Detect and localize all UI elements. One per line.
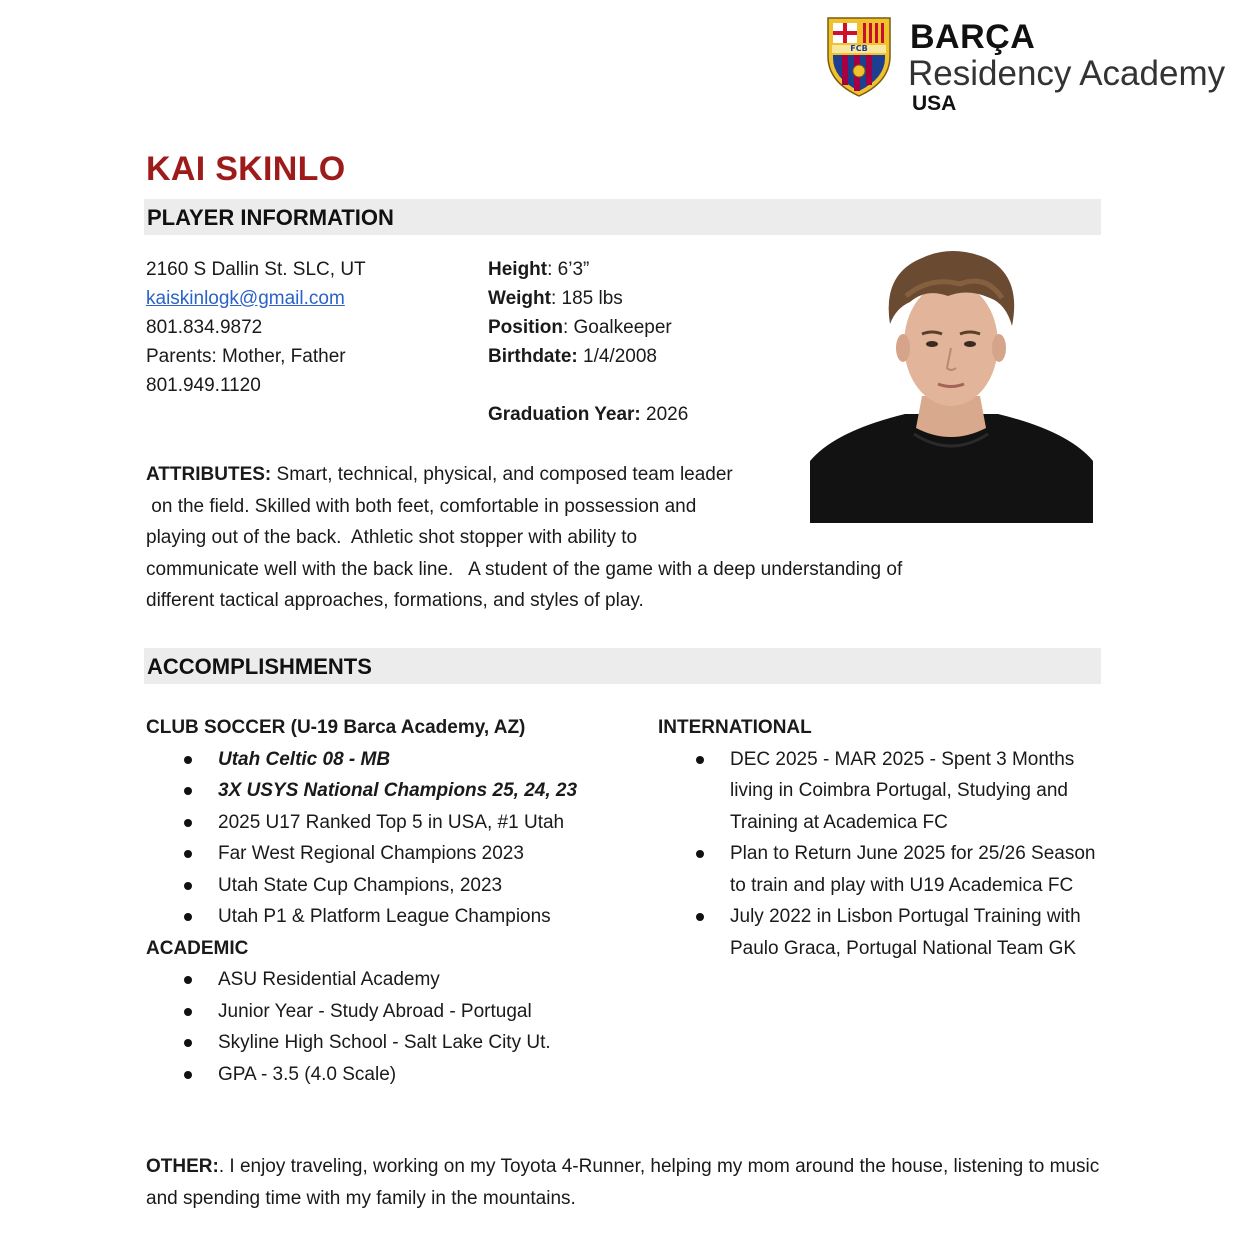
list-item: Utah State Cup Champions, 2023 [146,870,646,902]
accomplishments-right-column [658,712,1108,964]
academy-logo [822,16,1226,116]
list-item: Skyline High School - Salt Lake City Ut. [146,1027,646,1059]
accomplishments-left-column [146,712,646,1090]
fc-barcelona-crest-icon [822,16,896,98]
weight-row [488,284,688,313]
club-soccer-heading: CLUB SOCCER (U-19 Barca Academy, AZ) [146,717,526,738]
club-soccer-list [146,744,646,933]
attributes-paragraph [146,459,996,617]
section-title-accomplishments: ACCOMPLISHMENTS [147,654,372,679]
international-list [658,744,1108,965]
attributes-label: ATTRIBUTES: [146,464,272,485]
graduation-value: 2026 [640,404,689,425]
position-value: : Goalkeeper [562,317,672,338]
brand-subtitle: Residency Academy [908,54,1226,93]
birthdate-row [488,342,688,371]
section-band-player-info [144,199,1101,235]
position-row [488,313,688,342]
list-item: ASU Residential Academy [146,964,646,996]
list-item: 3X USYS National Champions 25, 24, 23 [146,775,646,807]
list-item: Junior Year - Study Abroad - Portugal [146,996,646,1028]
list-item: 2025 U17 Ranked Top 5 in USA, #1 Utah [146,807,646,839]
list-item: Plan to Return June 2025 for 25/26 Season to train and play with U19 Academica FC [658,838,1102,901]
list-item: Utah Celtic 08 - MB [146,744,646,776]
academic-list [146,964,646,1090]
attributes-line4: communicate well with the back line. A student of the game with a deep understanding of [146,558,903,580]
graduation-row [488,400,688,429]
weight-label: Weight [488,288,551,309]
birthdate-label: Birthdate: [488,346,578,367]
height-value: : 6’3” [547,259,590,280]
academic-heading: ACADEMIC [146,937,249,959]
attributes-line5: different tactical approaches, formations, and styles of play. [146,590,644,611]
other-paragraph [146,1151,1106,1214]
address: 2160 S Dallin St. SLC, UT [146,259,366,280]
player-stats [488,255,688,429]
list-item: July 2022 in Lisbon Portugal Training with Paulo Graca, Portugal National Team GK [658,901,1102,964]
position-label: Position [488,317,563,338]
crest-text: FCB [850,44,868,53]
other-text: . I enjoy traveling, working on my Toyota 4-Runner, helping my mom around the house, listening to music and spending time with my family in the mountains. [146,1156,1100,1209]
attributes-line1: Smart, technical, physical, and composed team leader [271,464,733,485]
phone: 801.834.9872 [146,317,263,338]
parents-phone: 801.949.1120 [146,375,261,396]
attributes-line2: on the field. Skilled with both feet, comfortable in possession and [146,495,697,517]
email-link[interactable]: kaiskinlogk@gmail.com [146,288,345,309]
list-item: GPA - 3.5 (4.0 Scale) [146,1059,646,1091]
graduation-label: Graduation Year: [488,404,641,425]
parents: Parents: Mother, Father [146,346,346,367]
birthdate-value: 1/4/2008 [577,346,657,367]
brand-title: BARÇA [910,18,1036,56]
section-title-player-info: PLAYER INFORMATION [147,205,394,230]
player-name: KAI SKINLO [146,150,346,188]
list-item: DEC 2025 - MAR 2025 - Spent 3 Months living in Coimbra Portugal, Studying and Training at Academica FC [658,744,1102,839]
brand-country: USA [912,92,957,115]
height-label: Height [488,259,548,280]
contact-info [146,255,366,400]
list-item: Utah P1 & Platform League Champions [146,901,646,933]
weight-value: : 185 lbs [550,288,623,309]
attributes-line3: playing out of the back. Athletic shot stopper with ability to [146,527,638,548]
international-heading: INTERNATIONAL [658,717,812,738]
height-row [488,255,688,284]
other-label: OTHER: [146,1156,219,1177]
section-band-accomplishments [144,648,1101,684]
list-item: Far West Regional Champions 2023 [146,838,646,870]
